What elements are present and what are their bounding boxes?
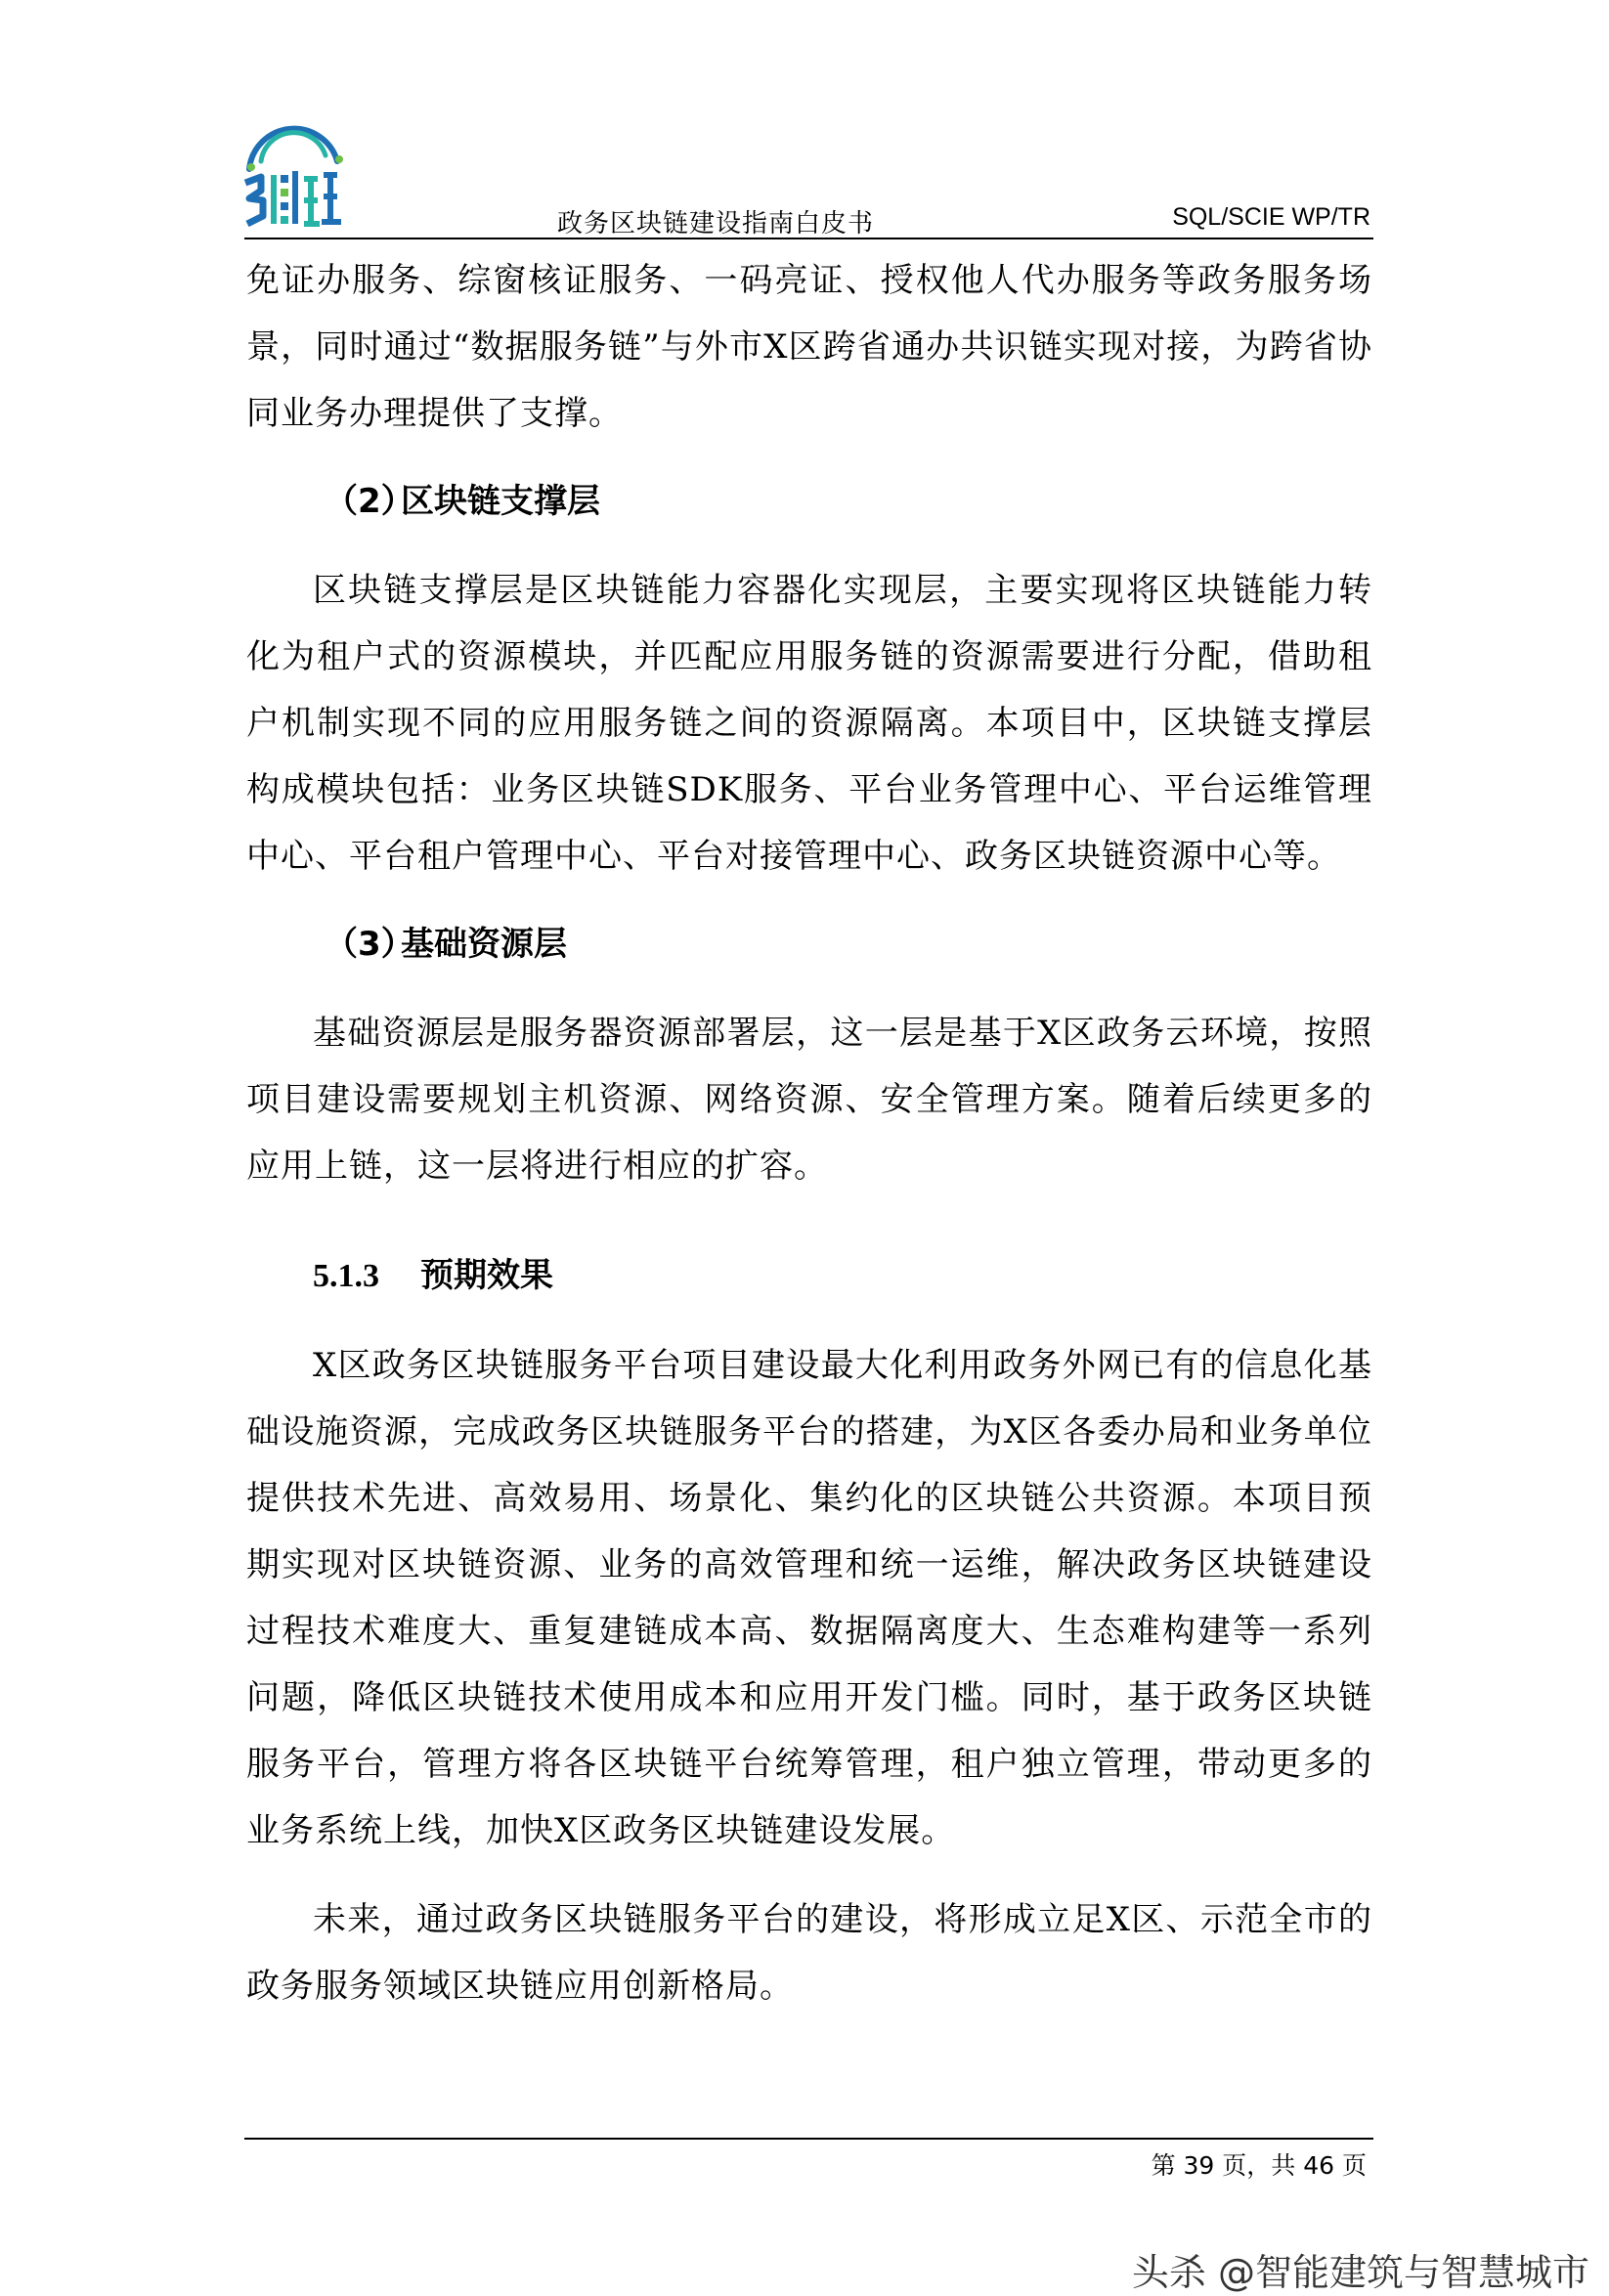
document-body (246, 247, 1372, 2019)
header-document-code: SQL/SCIE WP/TR (1172, 203, 1370, 231)
footer-divider (244, 2138, 1373, 2140)
heading-title: 区块链支撑层 (401, 482, 600, 521)
header-document-title: 政务区块链建设指南白皮书 (557, 209, 875, 238)
section-number: 5.1.3 (313, 1258, 379, 1294)
paragraph-support-layer: 区块链支撑层是区块链能力容器化实现层，主要实现将区块链能力转化为租户式的资源模块，并匹配应用服务链的资源需要进行分配，借助租户机制实现不同的应用服务链之间的资源隔离。本项目中，区块链支撑层构成模块包括：业务区块链SDK服务、平台业务管理中心、平台运维管理中心、平台租户管理中心、平台对接管理中心、政务区块链资源中心等。 (246, 571, 1372, 876)
source-watermark: 头杀 @智能建筑与智慧城市 (1131, 2251, 1589, 2294)
section-title: 预期效果 (420, 1256, 553, 1295)
paragraph-service-scenarios: 免证办服务、综窗核证服务、一码亮证、授权他人代办服务等政务服务场景，同时通过“数据服务链”与外市X区跨省通办共识链实现对接，为跨省协同业务办理提供了支撑。 (246, 261, 1372, 433)
heading-base-resource-layer (246, 911, 1372, 977)
paragraph-resource-layer: 基础资源层是服务器资源部署层，这一层是基于X区政务云环境，按照项目建设需要规划主机资源、网络资源、安全管理方案。随着后续更多的应用上链，这一层将进行相应的扩容。 (246, 1014, 1372, 1186)
heading-expected-effects (246, 1242, 1372, 1310)
heading-number: （2） (325, 482, 414, 521)
logo-emblem-icon (239, 122, 349, 230)
heading-number: （3） (325, 925, 414, 964)
paragraph-expected-effects: X区政务区块链服务平台项目建设最大化利用政务外网已有的信息化基础设施资源，完成政务区块链服务平台的搭建，为X区各委办局和业务单位提供技术先进、高效易用、场景化、集约化的区块链公共资源。本项目预期实现对区块链资源、业务的高效管理和统一运维，解决政务区块链建设过程技术难度大、重复建链成本高、数据隔离度大、生态难构建等一系列问题，降低区块链技术使用成本和应用开发门槛。同时，基于政务区块链服务平台，管理方将各区块链平台统筹管理，租户独立管理，带动更多的业务系统上线，加快X区政务区块链建设发展。 (246, 1346, 1372, 1850)
heading-title: 基础资源层 (401, 925, 567, 964)
page-number: 第 39 页，共 46 页 (1151, 2151, 1367, 2180)
header-divider (244, 238, 1373, 239)
paragraph-future-outlook: 未来，通过政务区块链服务平台的建设，将形成立足X区、示范全市的政务服务领域区块链应用创新格局。 (246, 1900, 1372, 2006)
heading-blockchain-support-layer (246, 468, 1372, 535)
